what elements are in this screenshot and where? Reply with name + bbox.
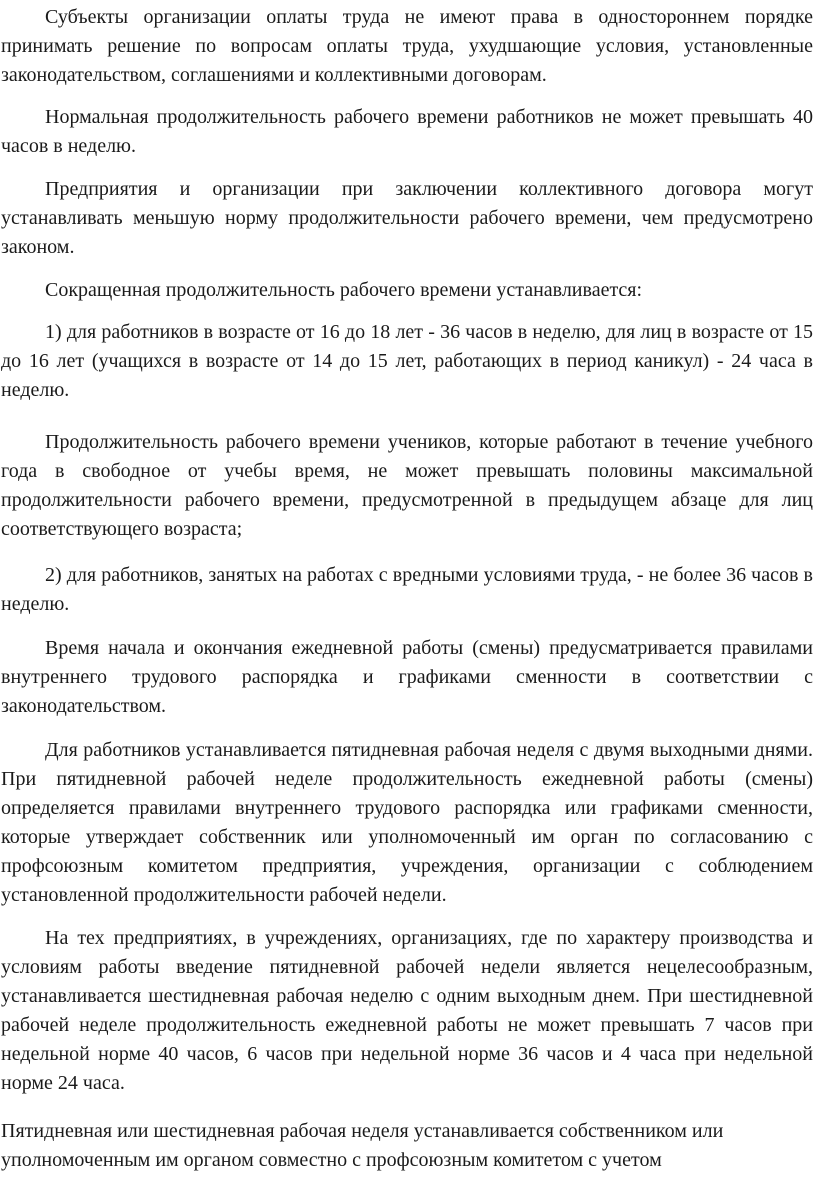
paragraph-8: Время начала и окончания ежедневной работы (смены) предусматривается правилами внутреннего трудового распорядка и графиками сменности в соответствии с законодательством.: [1, 637, 813, 717]
paragraph-9: Для работников устанавливается пятидневная рабочая неделя с двумя выходными днями. При пятидневной рабочей неделе продолжительность ежедневной работы (смены) определяется правилами внутреннего трудового распорядка или графиками сменности, которые утверждает собственник или уполномоченный им орган по согласованию с профсоюзным комитетом предприятия, учреждения, организации с соблюдением установленной продолжительности рабочей недели.: [1, 739, 813, 906]
paragraph-1: Субъекты организации оплаты труда не имеют права в одностороннем порядке принимать решение по вопросам оплаты труда, ухудшающие условия, установленные законодательством, соглашениями и коллективными договорам.: [1, 6, 813, 86]
paragraph-2: Нормальная продолжительность рабочего времени работников не может превышать 40 часов в неделю.: [1, 106, 813, 157]
paragraph-10: На тех предприятиях, в учреждениях, организациях, где по характеру производства и условиям работы введение пятидневной рабочей недели является нецелесообразным, устанавливается шестидневная рабочая неделю с одним выходным днем. При шестидневной рабочей неделе продолжительность ежедневной работы не может превышать 7 часов при недельной норме 40 часов, 6 часов при недельной норме 36 часов и 4 часа при недельной норме 24 часа.: [1, 927, 813, 1094]
paragraph-11: Пятидневная или шестидневная рабочая неделя устанавливается собственником или уполномоченным им органом совместно с профсоюзным комитетом с учетом: [1, 1120, 724, 1171]
paragraph-6: Продолжительность рабочего времени учеников, которые работают в течение учебного года в свободное от учебы время, не может превышать половины максимальной продолжительности рабочего времени, предусмотренной в предыдущем абзаце для лиц соответствующего возраста;: [1, 431, 813, 540]
paragraph-3: Предприятия и организации при заключении коллективного договора могут устанавливать меньшую норму продолжительности рабочего времени, чем предусмотрено законом.: [1, 178, 813, 258]
paragraph-5: 1) для работников в возрасте от 16 до 18 лет - 36 часов в неделю, для лиц в возрасте от 15 до 16 лет (учащихся в возрасте от 14 до 15 лет, работающих в период каникул) - 24 часа в неделю.: [1, 321, 813, 401]
paragraph-4: Сокращенная продолжительность рабочего времени устанавливается:: [45, 279, 643, 301]
paragraph-7: 2) для работников, занятых на работах с вредными условиями труда, - не более 36 часов в неделю.: [1, 564, 813, 615]
